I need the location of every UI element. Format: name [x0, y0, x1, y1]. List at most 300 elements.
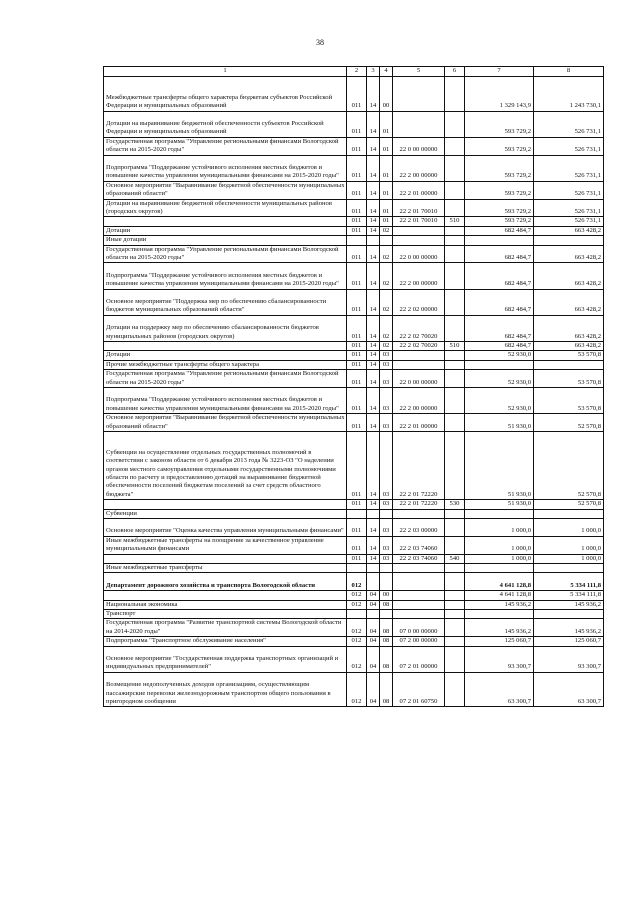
- row-vr-cell: [445, 509, 465, 518]
- row-csr-cell: 07 2 01 00000: [393, 646, 445, 672]
- row-value-2017-cell: 593 729,2: [465, 111, 534, 137]
- row-gr-cell: 011: [347, 289, 367, 315]
- row-value-2018-cell: 63 300,7: [534, 672, 604, 707]
- row-gr-cell: 011: [347, 370, 367, 388]
- row-vr-cell: [445, 226, 465, 235]
- row-csr-cell: 22 2 01 70010: [393, 217, 445, 226]
- row-value-2018-cell: 1 000,0: [534, 536, 604, 554]
- row-csr-cell: 22 2 01 00000: [393, 181, 445, 199]
- row-rz-cell: 14: [367, 77, 380, 112]
- row-pr-cell: 03: [380, 432, 393, 500]
- table-row: [104, 351, 604, 360]
- row-name-cell: Основное мероприятие "Поддержка мер по обеспечению сбалансированности бюджетов муниципальных образований области": [104, 289, 347, 315]
- row-rz-cell: [367, 509, 380, 518]
- row-csr-cell: [393, 509, 445, 518]
- table-row: [104, 536, 604, 554]
- row-csr-cell: 22 2 01 72220: [393, 500, 445, 509]
- row-name-cell: Иные дотации: [104, 236, 347, 245]
- row-rz-cell: 14: [367, 388, 380, 414]
- row-pr-cell: [380, 236, 393, 245]
- header-cell: 3: [367, 67, 380, 77]
- table-row: [104, 181, 604, 199]
- row-rz-cell: 04: [367, 619, 380, 637]
- row-gr-cell: 012: [347, 600, 367, 609]
- row-value-2018-cell: 526 731,1: [534, 155, 604, 181]
- row-value-2018-cell: 663 428,2: [534, 263, 604, 289]
- row-value-2017-cell: 52 930,0: [465, 388, 534, 414]
- row-name-cell: Дотации: [104, 226, 347, 235]
- row-name-cell: Национальная экономика: [104, 600, 347, 609]
- row-name-cell: Транспорт: [104, 610, 347, 619]
- table-row: [104, 360, 604, 369]
- row-value-2018-cell: 526 731,1: [534, 137, 604, 155]
- row-value-2017-cell: [465, 236, 534, 245]
- row-value-2017-cell: 682 484,7: [465, 245, 534, 263]
- row-name-cell: Государственная программа "Управление региональными финансами Вологодской области на 2015-2020 годы": [104, 137, 347, 155]
- row-vr-cell: [445, 137, 465, 155]
- row-gr-cell: 011: [347, 137, 367, 155]
- row-vr-cell: [445, 646, 465, 672]
- row-name-cell: Дотации: [104, 351, 347, 360]
- table-row: [104, 77, 604, 112]
- row-vr-cell: [445, 289, 465, 315]
- row-csr-cell: 22 2 00 00000: [393, 263, 445, 289]
- row-gr-cell: 011: [347, 226, 367, 235]
- row-gr-cell: 011: [347, 315, 367, 341]
- row-pr-cell: [380, 509, 393, 518]
- header-cell: 5: [393, 67, 445, 77]
- row-csr-cell: [393, 77, 445, 112]
- row-value-2017-cell: 593 729,2: [465, 181, 534, 199]
- row-pr-cell: [380, 564, 393, 573]
- row-rz-cell: 14: [367, 414, 380, 432]
- row-value-2017-cell: 145 936,2: [465, 600, 534, 609]
- row-rz-cell: 04: [367, 672, 380, 707]
- row-pr-cell: 08: [380, 646, 393, 672]
- table-row: [104, 236, 604, 245]
- row-value-2017-cell: 52 930,0: [465, 370, 534, 388]
- table-row: [104, 155, 604, 181]
- table-row: [104, 573, 604, 591]
- row-value-2018-cell: [534, 509, 604, 518]
- row-csr-cell: [393, 564, 445, 573]
- row-vr-cell: [445, 360, 465, 369]
- table-row: [104, 137, 604, 155]
- row-value-2018-cell: 1 000,0: [534, 554, 604, 563]
- row-name-cell: [104, 217, 347, 226]
- table-row: [104, 217, 604, 226]
- row-value-2018-cell: 5 334 111,8: [534, 573, 604, 591]
- row-csr-cell: [393, 573, 445, 591]
- row-value-2018-cell: 663 428,2: [534, 245, 604, 263]
- row-rz-cell: 14: [367, 226, 380, 235]
- row-name-cell: [104, 591, 347, 600]
- row-pr-cell: 08: [380, 672, 393, 707]
- row-pr-cell: 01: [380, 199, 393, 217]
- row-gr-cell: 012: [347, 573, 367, 591]
- row-gr-cell: 012: [347, 646, 367, 672]
- row-gr-cell: 011: [347, 432, 367, 500]
- row-gr-cell: 011: [347, 342, 367, 351]
- row-value-2017-cell: 51 930,0: [465, 414, 534, 432]
- row-gr-cell: 011: [347, 181, 367, 199]
- table-row: [104, 289, 604, 315]
- row-gr-cell: 011: [347, 217, 367, 226]
- row-name-cell: Подпрограмма "Поддержание устойчивого исполнения местных бюджетов и повышение качества управления муниципальными финансами на 2015-2020 годы": [104, 388, 347, 414]
- row-rz-cell: [367, 564, 380, 573]
- row-csr-cell: 22 2 00 00000: [393, 388, 445, 414]
- row-value-2018-cell: 145 936,2: [534, 600, 604, 609]
- table-row: [104, 519, 604, 537]
- row-vr-cell: [445, 610, 465, 619]
- row-csr-cell: 22 0 00 00000: [393, 137, 445, 155]
- row-csr-cell: [393, 111, 445, 137]
- row-value-2017-cell: 682 484,7: [465, 226, 534, 235]
- row-rz-cell: 14: [367, 351, 380, 360]
- row-vr-cell: [445, 181, 465, 199]
- table-row: [104, 600, 604, 609]
- row-rz-cell: 14: [367, 315, 380, 341]
- row-rz-cell: 04: [367, 646, 380, 672]
- row-value-2017-cell: 593 729,2: [465, 217, 534, 226]
- row-value-2018-cell: 1 243 730,1: [534, 77, 604, 112]
- row-value-2017-cell: 93 300,7: [465, 646, 534, 672]
- row-vr-cell: [445, 536, 465, 554]
- header-cell: 8: [534, 67, 604, 77]
- row-rz-cell: 14: [367, 245, 380, 263]
- row-pr-cell: [380, 573, 393, 591]
- row-gr-cell: [347, 236, 367, 245]
- row-value-2017-cell: [465, 360, 534, 369]
- row-name-cell: [104, 554, 347, 563]
- row-rz-cell: 14: [367, 432, 380, 500]
- row-rz-cell: 04: [367, 637, 380, 646]
- row-pr-cell: 00: [380, 77, 393, 112]
- row-vr-cell: [445, 199, 465, 217]
- table-row: [104, 564, 604, 573]
- row-gr-cell: 012: [347, 637, 367, 646]
- row-rz-cell: [367, 610, 380, 619]
- row-value-2018-cell: [534, 610, 604, 619]
- row-csr-cell: [393, 600, 445, 609]
- row-csr-cell: 07 2 01 60750: [393, 672, 445, 707]
- row-value-2018-cell: 526 731,1: [534, 111, 604, 137]
- row-pr-cell: 03: [380, 519, 393, 537]
- row-value-2018-cell: 145 936,2: [534, 619, 604, 637]
- row-rz-cell: 14: [367, 554, 380, 563]
- row-rz-cell: 14: [367, 137, 380, 155]
- row-value-2018-cell: 53 570,8: [534, 351, 604, 360]
- row-value-2017-cell: 145 936,2: [465, 619, 534, 637]
- row-name-cell: Иные межбюджетные трансферты на поощрение за качественное управление муниципальными финансами: [104, 536, 347, 554]
- row-gr-cell: 011: [347, 388, 367, 414]
- header-cell: 4: [380, 67, 393, 77]
- row-value-2017-cell: 593 729,2: [465, 137, 534, 155]
- row-value-2017-cell: 63 300,7: [465, 672, 534, 707]
- row-value-2018-cell: 52 570,8: [534, 432, 604, 500]
- row-gr-cell: 012: [347, 591, 367, 600]
- row-csr-cell: 22 2 03 74060: [393, 536, 445, 554]
- row-gr-cell: 011: [347, 77, 367, 112]
- row-rz-cell: [367, 236, 380, 245]
- row-csr-cell: 22 2 03 74060: [393, 554, 445, 563]
- row-pr-cell: 02: [380, 289, 393, 315]
- row-name-cell: Межбюджетные трансферты общего характера бюджетам субъектов Российской Федерации и муниципальных образований: [104, 77, 347, 112]
- row-name-cell: Субвенции: [104, 509, 347, 518]
- row-gr-cell: [347, 509, 367, 518]
- row-pr-cell: 03: [380, 360, 393, 369]
- row-pr-cell: 03: [380, 414, 393, 432]
- row-value-2018-cell: 526 731,1: [534, 199, 604, 217]
- header-cell: 1: [104, 67, 347, 77]
- row-rz-cell: 04: [367, 591, 380, 600]
- row-value-2018-cell: 1 000,0: [534, 519, 604, 537]
- row-rz-cell: 14: [367, 289, 380, 315]
- row-value-2018-cell: 53 570,8: [534, 370, 604, 388]
- row-pr-cell: [380, 610, 393, 619]
- row-rz-cell: 14: [367, 519, 380, 537]
- row-gr-cell: 011: [347, 199, 367, 217]
- row-value-2017-cell: 1 000,0: [465, 536, 534, 554]
- table-row: [104, 509, 604, 518]
- row-value-2018-cell: 663 428,2: [534, 289, 604, 315]
- row-name-cell: Основное мероприятие "Государственная поддержка транспортных организаций и индивидуальных предпринимателей": [104, 646, 347, 672]
- row-value-2018-cell: 93 300,7: [534, 646, 604, 672]
- table-row: [104, 315, 604, 341]
- row-rz-cell: 14: [367, 500, 380, 509]
- row-name-cell: Государственная программа "Управление региональными финансами Вологодской области на 2015-2020 годы": [104, 370, 347, 388]
- row-value-2018-cell: 663 428,2: [534, 315, 604, 341]
- row-name-cell: Иные межбюджетные трансферты: [104, 564, 347, 573]
- row-pr-cell: 02: [380, 315, 393, 341]
- row-vr-cell: [445, 564, 465, 573]
- row-vr-cell: [445, 388, 465, 414]
- row-value-2018-cell: 526 731,1: [534, 217, 604, 226]
- budget-table: [103, 66, 604, 707]
- row-value-2017-cell: 682 484,7: [465, 342, 534, 351]
- row-value-2018-cell: 53 570,8: [534, 388, 604, 414]
- table-row: [104, 610, 604, 619]
- row-csr-cell: 22 2 02 70020: [393, 315, 445, 341]
- row-name-cell: Подпрограмма "Поддержание устойчивого исполнения местных бюджетов и повышение качества управления муниципальными финансами на 2015-2020 годы": [104, 155, 347, 181]
- row-pr-cell: 03: [380, 500, 393, 509]
- row-pr-cell: 01: [380, 111, 393, 137]
- row-value-2017-cell: [465, 610, 534, 619]
- table-body: [104, 67, 604, 707]
- row-csr-cell: 22 2 03 00000: [393, 519, 445, 537]
- row-vr-cell: 540: [445, 554, 465, 563]
- row-csr-cell: 22 2 00 00000: [393, 155, 445, 181]
- table-header-row: [104, 67, 604, 77]
- row-vr-cell: 510: [445, 342, 465, 351]
- row-rz-cell: 14: [367, 181, 380, 199]
- row-pr-cell: 01: [380, 217, 393, 226]
- row-csr-cell: [393, 351, 445, 360]
- row-name-cell: Дотации на поддержку мер по обеспечению сбалансированности бюджетов муниципальных районов (городских округов): [104, 315, 347, 341]
- row-name-cell: Департамент дорожного хозяйства и транспорта Вологодской области: [104, 573, 347, 591]
- row-pr-cell: 02: [380, 342, 393, 351]
- row-value-2018-cell: 663 428,2: [534, 226, 604, 235]
- row-rz-cell: 14: [367, 199, 380, 217]
- row-name-cell: Возмещение недополученных доходов организациям, осуществляющим пассажирские перевозки железнодорожным транспортом общего пользования в пригородном сообщении: [104, 672, 347, 707]
- table-row: [104, 342, 604, 351]
- row-value-2017-cell: 1 000,0: [465, 519, 534, 537]
- row-vr-cell: [445, 414, 465, 432]
- row-rz-cell: 14: [367, 370, 380, 388]
- row-vr-cell: [445, 245, 465, 263]
- row-vr-cell: [445, 315, 465, 341]
- row-csr-cell: 07 2 00 00000: [393, 637, 445, 646]
- table-row: [104, 500, 604, 509]
- row-vr-cell: [445, 370, 465, 388]
- row-name-cell: Государственная программа "Управление региональными финансами Вологодской области на 2015-2020 годы": [104, 245, 347, 263]
- row-name-cell: Субвенции на осуществление отдельных государственных полномочий в соответствии с законом области от 6 декабря 2013 года № 3223-ОЗ "О наделении органов местного самоуправления отдельными государственными полномочиями области по расчету и предоставлению дотаций на выравнивание бюджетной обеспеченности поселений бюджетам поселений за счет средств областного бюджета": [104, 432, 347, 500]
- header-cell: 7: [465, 67, 534, 77]
- row-rz-cell: 14: [367, 155, 380, 181]
- row-value-2017-cell: 1 329 143,9: [465, 77, 534, 112]
- row-rz-cell: 14: [367, 536, 380, 554]
- row-name-cell: Дотации на выравнивание бюджетной обеспеченности муниципальных районов (городских округов): [104, 199, 347, 217]
- table-row: [104, 388, 604, 414]
- row-vr-cell: [445, 155, 465, 181]
- row-csr-cell: [393, 591, 445, 600]
- row-pr-cell: 00: [380, 591, 393, 600]
- row-value-2017-cell: 51 930,0: [465, 500, 534, 509]
- table-row: [104, 619, 604, 637]
- row-pr-cell: 03: [380, 351, 393, 360]
- row-value-2017-cell: 4 641 128,8: [465, 591, 534, 600]
- row-vr-cell: 510: [445, 217, 465, 226]
- row-value-2017-cell: 682 484,7: [465, 289, 534, 315]
- row-value-2018-cell: 125 060,7: [534, 637, 604, 646]
- row-pr-cell: 08: [380, 619, 393, 637]
- row-gr-cell: 011: [347, 360, 367, 369]
- row-value-2018-cell: 526 731,1: [534, 181, 604, 199]
- row-rz-cell: 14: [367, 263, 380, 289]
- row-csr-cell: [393, 610, 445, 619]
- row-vr-cell: [445, 519, 465, 537]
- row-csr-cell: 22 2 02 00000: [393, 289, 445, 315]
- row-rz-cell: 14: [367, 217, 380, 226]
- row-pr-cell: 02: [380, 245, 393, 263]
- row-gr-cell: 011: [347, 351, 367, 360]
- row-value-2018-cell: 663 428,2: [534, 342, 604, 351]
- row-csr-cell: 07 0 00 00000: [393, 619, 445, 637]
- row-gr-cell: 011: [347, 245, 367, 263]
- row-vr-cell: [445, 637, 465, 646]
- header-cell: 2: [347, 67, 367, 77]
- row-gr-cell: 012: [347, 672, 367, 707]
- row-name-cell: Основное мероприятие "Оценка качества управления муниципальными финансами": [104, 519, 347, 537]
- row-gr-cell: 011: [347, 263, 367, 289]
- row-name-cell: Подпрограмма "Транспортное обслуживание населения": [104, 637, 347, 646]
- row-csr-cell: 22 2 02 70020: [393, 342, 445, 351]
- row-name-cell: Прочие межбюджетные трансферты общего характера: [104, 360, 347, 369]
- table-row: [104, 226, 604, 235]
- table-row: [104, 245, 604, 263]
- row-vr-cell: [445, 573, 465, 591]
- row-gr-cell: 011: [347, 414, 367, 432]
- table-row: [104, 414, 604, 432]
- row-pr-cell: 01: [380, 137, 393, 155]
- row-gr-cell: 011: [347, 155, 367, 181]
- row-pr-cell: 08: [380, 637, 393, 646]
- row-vr-cell: [445, 263, 465, 289]
- row-vr-cell: [445, 619, 465, 637]
- row-pr-cell: 02: [380, 263, 393, 289]
- row-gr-cell: 011: [347, 111, 367, 137]
- row-pr-cell: 03: [380, 388, 393, 414]
- row-value-2018-cell: [534, 564, 604, 573]
- row-pr-cell: 01: [380, 155, 393, 181]
- row-value-2017-cell: 682 484,7: [465, 315, 534, 341]
- row-gr-cell: 011: [347, 500, 367, 509]
- row-value-2017-cell: 593 729,2: [465, 199, 534, 217]
- row-pr-cell: 03: [380, 536, 393, 554]
- row-rz-cell: 14: [367, 360, 380, 369]
- row-gr-cell: 011: [347, 519, 367, 537]
- row-name-cell: Дотации на выравнивание бюджетной обеспеченности субъектов Российской Федерации и муниципальных образований: [104, 111, 347, 137]
- row-csr-cell: [393, 236, 445, 245]
- row-name-cell: Основное мероприятие "Выравнивание бюджетной обеспеченности муниципальных образований области": [104, 414, 347, 432]
- row-csr-cell: [393, 226, 445, 235]
- row-value-2018-cell: [534, 236, 604, 245]
- table-row: [104, 111, 604, 137]
- row-vr-cell: [445, 236, 465, 245]
- row-rz-cell: 14: [367, 342, 380, 351]
- row-value-2017-cell: 4 641 128,8: [465, 573, 534, 591]
- row-vr-cell: [445, 591, 465, 600]
- row-name-cell: Подпрограмма "Поддержание устойчивого исполнения местных бюджетов и повышение качества управления муниципальными финансами на 2015-2020 годы": [104, 263, 347, 289]
- table-row: [104, 432, 604, 500]
- table-row: [104, 199, 604, 217]
- table-row: [104, 591, 604, 600]
- row-csr-cell: 22 0 00 00000: [393, 370, 445, 388]
- row-csr-cell: [393, 360, 445, 369]
- row-gr-cell: 011: [347, 536, 367, 554]
- row-value-2018-cell: 52 570,8: [534, 414, 604, 432]
- row-vr-cell: [445, 432, 465, 500]
- row-value-2017-cell: 593 729,2: [465, 155, 534, 181]
- table-row: [104, 263, 604, 289]
- row-csr-cell: 22 2 01 70010: [393, 199, 445, 217]
- header-cell: 6: [445, 67, 465, 77]
- table-row: [104, 370, 604, 388]
- table-row: [104, 637, 604, 646]
- row-gr-cell: [347, 564, 367, 573]
- row-vr-cell: [445, 351, 465, 360]
- row-value-2018-cell: 52 570,8: [534, 500, 604, 509]
- row-pr-cell: 03: [380, 370, 393, 388]
- row-csr-cell: 22 0 00 00000: [393, 245, 445, 263]
- row-value-2017-cell: [465, 564, 534, 573]
- table-row: [104, 646, 604, 672]
- row-pr-cell: 02: [380, 226, 393, 235]
- row-rz-cell: 14: [367, 111, 380, 137]
- row-csr-cell: 22 2 01 72220: [393, 432, 445, 500]
- table-row: [104, 672, 604, 707]
- row-vr-cell: [445, 111, 465, 137]
- row-gr-cell: 011: [347, 554, 367, 563]
- row-gr-cell: 012: [347, 619, 367, 637]
- row-pr-cell: 03: [380, 554, 393, 563]
- row-value-2018-cell: [534, 360, 604, 369]
- row-value-2017-cell: [465, 509, 534, 518]
- row-vr-cell: [445, 77, 465, 112]
- row-name-cell: Основное мероприятие "Выравнивание бюджетной обеспеченности муниципальных образований области": [104, 181, 347, 199]
- row-pr-cell: 08: [380, 600, 393, 609]
- row-vr-cell: [445, 600, 465, 609]
